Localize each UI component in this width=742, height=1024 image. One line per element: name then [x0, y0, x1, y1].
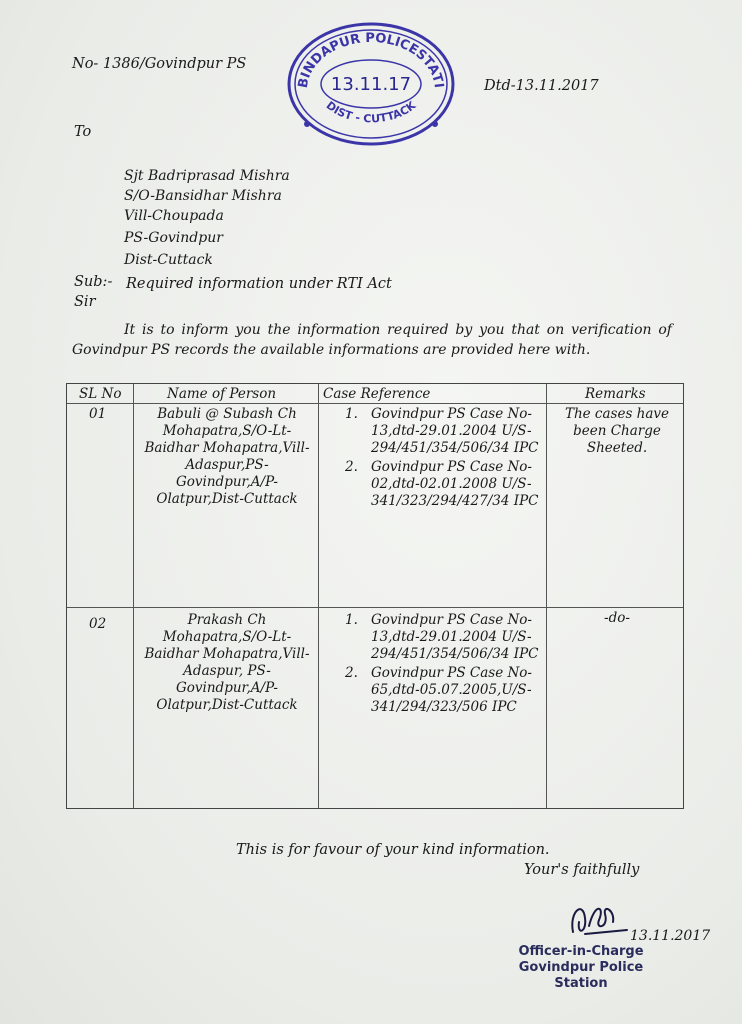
body-paragraph: [72, 320, 672, 360]
row-person-name: Babuli @ Subash Ch Mohapatra,S/O-Lt-Baidhar Mohapatra,Vill-Adaspur,PS-Govindpur,A/P-Olatpur,Dist-Cuttack: [144, 406, 310, 507]
case-item: 2. Govindpur PS Case No-65,dtd-05.07.2005,U/S-341/294/323/506 IPC: [345, 665, 532, 715]
recipient-line: Sjt Badriprasad Mishra: [124, 168, 290, 184]
reference-number: No- 1386/Govindpur PS: [72, 56, 247, 72]
records-table: [66, 383, 684, 809]
row-sl: 01: [89, 406, 107, 422]
row-remarks: The cases have been Charge Sheeted.: [564, 406, 670, 456]
signature-date: 13.11.2017: [630, 928, 711, 944]
officer-station: Govindpur Police Station: [518, 960, 644, 991]
subject-label: Sub:-: [74, 274, 113, 290]
row-sl: 02: [89, 616, 107, 632]
closing-faithfully: Your's faithfully: [524, 862, 640, 878]
to-label: To: [74, 124, 92, 140]
letter-date: Dtd-13.11.2017: [484, 78, 599, 94]
header-sl-no: SL No: [79, 386, 122, 402]
recipient-line: Dist-Cuttack: [124, 252, 213, 268]
case-item: 2. Govindpur PS Case No-02,dtd-02.01.2008 U/S-341/323/294/427/34 IPC: [345, 459, 539, 509]
header-remarks: Remarks: [585, 386, 646, 402]
case-item: 1. Govindpur PS Case No-13,dtd-29.01.2004 U/S-294/451/354/506/34 IPC: [345, 406, 539, 456]
recipient-line: Vill-Choupada: [124, 208, 224, 224]
recipient-line: PS-Govindpur: [124, 230, 223, 246]
salutation: Sir: [74, 294, 96, 310]
svg-text:13.11.17: 13.11.17: [330, 74, 412, 95]
subject-text: Required information under RTI Act: [126, 276, 392, 292]
row-case-list: [345, 612, 545, 718]
police-station-stamp: [285, 20, 457, 148]
stamp-seal-icon: [285, 20, 457, 148]
body-text: It is to inform you the information required by you that on verification of Govindpur PS records the available informations are provided here with.: [72, 322, 672, 358]
recipient-line: S/O-Bansidhar Mishra: [124, 188, 282, 204]
signature-icon: [565, 892, 635, 942]
row-person-name: Prakash Ch Mohapatra,S/O-Lt-Baidhar Mohapatra,Vill-Adaspur, PS-Govindpur,A/P-Olatpur,Dist-Cuttack: [144, 612, 310, 713]
row-remarks: -do-: [604, 610, 630, 626]
header-case-reference: Case Reference: [323, 386, 431, 402]
officer-designation: Officer-in-Charge: [518, 944, 644, 959]
closing-favour: This is for favour of your kind information.: [236, 842, 550, 858]
svg-text:GOBINDAPUR POLICESTATION: BINDAPUR POLICESTATI: [295, 30, 446, 90]
case-item: 1. Govindpur PS Case No-13,dtd-29.01.2004 U/S-294/451/354/506/34 IPC: [345, 612, 539, 662]
header-name: Name of Person: [167, 386, 277, 402]
row-case-list: [345, 406, 545, 512]
officer-seal: [496, 944, 666, 992]
svg-text:DIST - CUTTACK: DIST - CUTTACK: [323, 98, 419, 126]
